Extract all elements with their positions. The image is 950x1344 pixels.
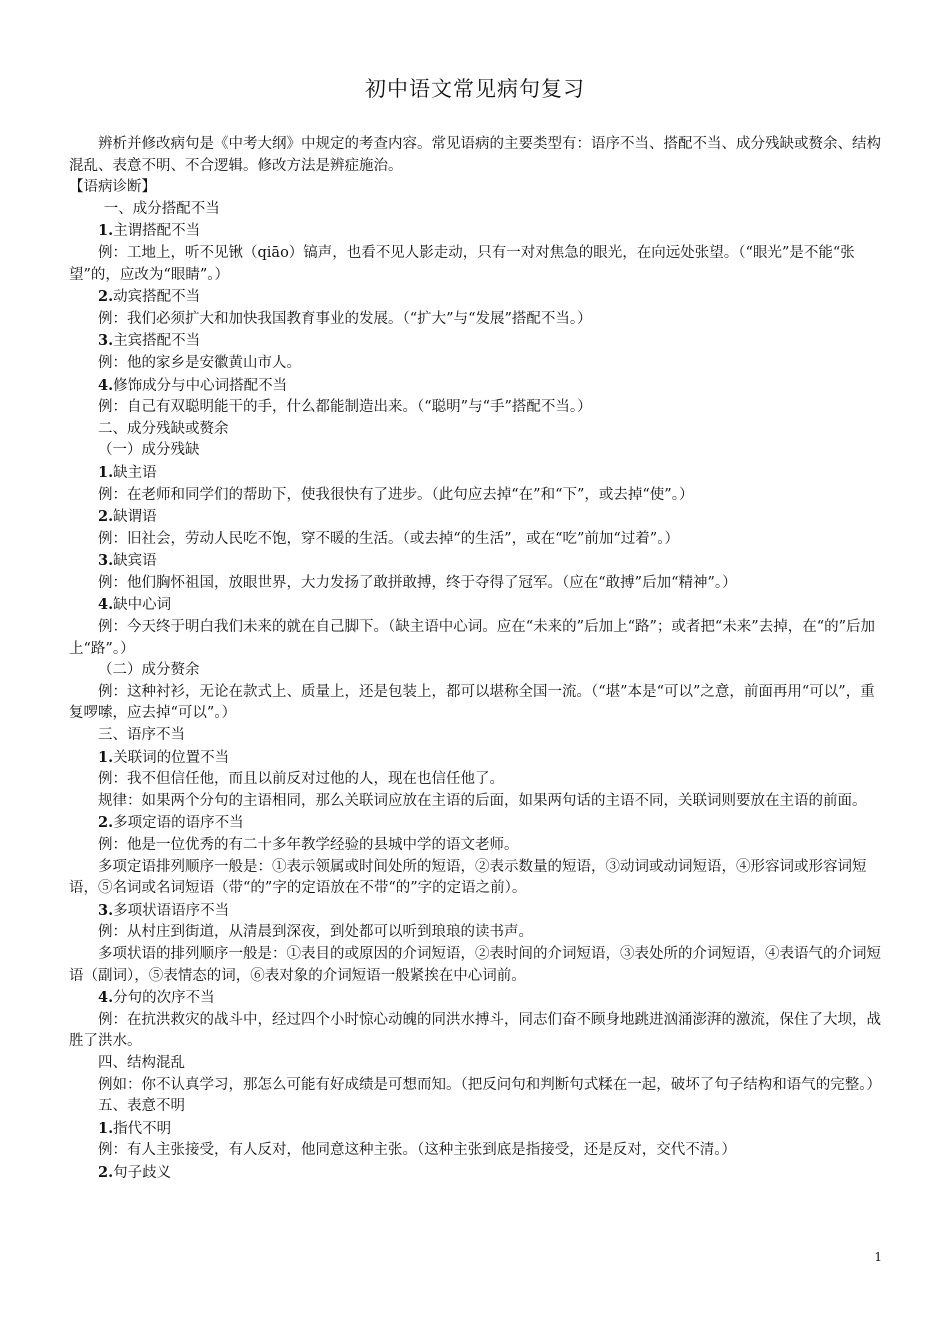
subsection-title [69, 747, 883, 770]
subsection-title [69, 375, 883, 398]
document-body [69, 134, 883, 1185]
item-number: 1. [98, 748, 114, 766]
rule-paragraph: 多项定语排列顺序一般是：①表示领属或时间处所的短语，②表示数量的短语，③动词或动词短语，④形容词或形容词短语，⑤名词或名词短语（带“的”字的定语放在不带“的”字的定语之前）。 [69, 858, 867, 897]
rule-paragraph: 多项状语的排列顺序一般是：①表目的或原因的介词短语，②表时间的介词短语，③表处所的介词短语，④表语气的介词短语（副词），⑤表情态的词，⑥表对象的介词短语一般紧挨在中心词前。 [69, 945, 881, 984]
example-paragraph: 例：他们胸怀祖国，放眼世界，大力发扬了敢拼敢搏，终于夺得了冠军。（应在“敢搏”后加“精神”。） [98, 574, 737, 591]
subsection-title [69, 812, 883, 835]
page-number: 1 [874, 1250, 882, 1264]
example-paragraph: 例：旧社会，劳动人民吃不饱，穿不暖的生活。（或去掉“的生活”，或在“吃”前加“过着”。） [98, 530, 679, 547]
subsection-title [69, 987, 883, 1010]
example-paragraph: 例：有人主张接受，有人反对，他同意这种主张。（这种主张到底是指接受，还是反对，交代不清。） [98, 1142, 736, 1159]
item-number: 4. [98, 989, 114, 1007]
page-title: 初中语文常见病句复习 [365, 77, 585, 101]
item-title: 多项状语语序不当 [113, 902, 230, 919]
item-title: 缺谓语 [113, 509, 157, 526]
example-paragraph: 例：在老师和同学们的帮助下，使我很快有了进步。（此句应去掉“在”和“下”，或去掉“使”。） [98, 486, 694, 503]
example-paragraph: 例：我们必须扩大和加快我国教育事业的发展。（“扩大”与“发展”搭配不当。） [98, 310, 592, 327]
section-heading: 五、表意不明 [98, 1098, 185, 1115]
item-title: 动宾搭配不当 [113, 289, 201, 306]
item-number: 2. [98, 508, 114, 526]
item-title: 主谓搭配不当 [113, 223, 201, 240]
example-paragraph: 例：工地上，听不见锹（qiāo）镐声，也看不见人影走动，只有一对对焦急的眼光，在向远处张望。（“眼光”是不能“张望”的，应改为“眼睛”。） [69, 244, 855, 283]
item-title: 指代不明 [113, 1120, 172, 1137]
item-title: 关联词的位置不当 [113, 749, 230, 766]
example-paragraph: 例：这种衬衫，无论在款式上、质量上，还是包装上，都可以堪称全国一流。（“堪”本是“可以”之意，前面再用“可以”，重复啰嗦，应去掉“可以”。） [69, 683, 875, 722]
section-heading: 四、结构混乱 [98, 1054, 185, 1071]
item-number: 3. [98, 901, 114, 919]
item-number: 3. [98, 332, 114, 350]
example-paragraph: 例：我不但信任他，而且以前反对过他的人，现在也信任他了。 [98, 771, 504, 788]
subsection-title [69, 506, 883, 529]
subsection-title [69, 594, 883, 617]
item-title: 缺主语 [113, 464, 157, 481]
item-title: 缺中心词 [113, 597, 172, 614]
item-number: 2. [98, 1163, 114, 1181]
item-title: 缺宾语 [113, 553, 157, 570]
example-paragraph: 例：他是一位优秀的有二十多年教学经验的县城中学的语文老师。 [98, 837, 519, 853]
item-title: 主宾搭配不当 [113, 333, 201, 350]
diagnosis-heading: 【语病诊断】 [69, 179, 156, 196]
item-title: 修饰成分与中心词搭配不当 [113, 377, 288, 394]
item-number: 4. [98, 596, 114, 614]
subsection-heading: （二）成分赘余 [98, 662, 200, 679]
item-title: 句子歧义 [113, 1164, 172, 1181]
subsection-heading: （一）成分残缺 [98, 442, 200, 459]
example-paragraph: 例：今天终于明白我们未来的就在自己脚下。（缺主语中心词。应在“未来的”后加上“路”；或者把“未来”去掉，在“的”后加上“路”。） [69, 619, 876, 657]
section-heading: 二、成分残缺或赘余 [98, 420, 229, 437]
example-paragraph: 例如：你不认真学习，那怎么可能有好成绩是可想而知。（把反问句和判断句式糅在一起，破坏了句子结构和语气的完整。） [98, 1076, 881, 1093]
item-number: 1. [98, 463, 114, 481]
subsection-title [69, 1162, 883, 1185]
example-paragraph: 例：自己有双聪明能干的手，什么都能制造出来。（“聪明”与“手”搭配不当。） [98, 399, 592, 416]
subsection-title [69, 462, 883, 485]
subsection-title [69, 900, 883, 923]
example-paragraph: 例：在抗洪救灾的战斗中，经过四个小时惊心动魄的同洪水搏斗，同志们奋不顾身地跳进汹涌澎湃的激流，保住了大坝，战胜了洪水。 [69, 1011, 881, 1050]
section-heading: 一、成分搭配不当 [103, 200, 220, 217]
item-number: 2. [98, 814, 114, 832]
subsection-title [69, 330, 883, 353]
item-number: 4. [98, 376, 114, 394]
item-number: 3. [98, 552, 114, 570]
intro-paragraph: 辨析并修改病句是《中考大纲》中规定的考查内容。常见语病的主要类型有：语序不当、搭配不当、成分残缺或赘余、结构混乱、表意不明、不合逻辑。修改方法是辨症施治。 [69, 136, 881, 174]
item-number: 1. [98, 222, 114, 240]
item-number: 2. [98, 288, 114, 306]
item-title: 分句的次序不当 [113, 990, 215, 1007]
subsection-title [69, 550, 883, 573]
section-heading: 三、语序不当 [98, 727, 185, 744]
item-number: 1. [98, 1119, 114, 1137]
subsection-title [69, 220, 883, 243]
subsection-title [69, 286, 883, 309]
subsection-title [69, 1118, 883, 1141]
rule-paragraph: 规律：如果两个分句的主语相同，那么关联词应放在主语的后面，如果两句话的主语不同，关联词则要放在主语的前面。 [98, 792, 867, 809]
example-paragraph: 例：他的家乡是安徽黄山市人。 [98, 354, 301, 371]
item-title: 多项定语的语序不当 [113, 815, 244, 832]
example-paragraph: 例：从村庄到街道，从清晨到深夜，到处都可以听到琅琅的读书声。 [98, 924, 533, 941]
